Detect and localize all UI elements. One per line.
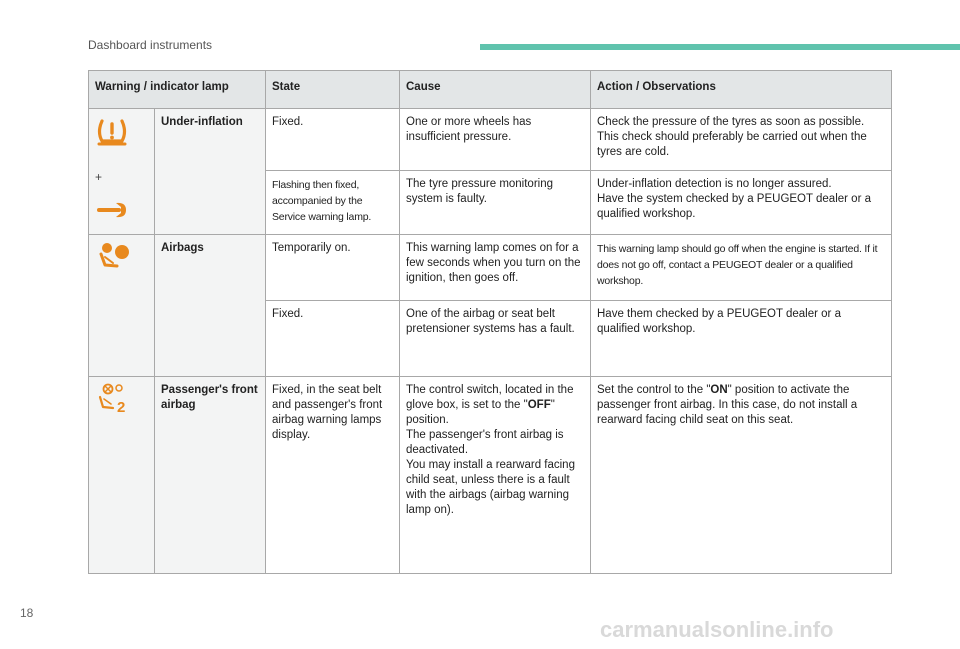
cause-line: [406, 383, 584, 428]
state-cell: Fixed.: [266, 301, 400, 377]
svg-text:2: 2: [117, 399, 126, 415]
table-header-row: [89, 71, 892, 109]
state-cell: Flashing then fixed, accompanied by the Service warning lamp.: [266, 171, 400, 235]
cause-line: You may install a rearward facing child seat, unless there is a fault with the airbags (airbag warning lamp on).: [406, 459, 575, 516]
action-cell: [591, 171, 892, 235]
state-cell: Temporarily on.: [266, 235, 400, 301]
plus-sign: +: [95, 170, 103, 184]
cause-cell: [400, 377, 591, 574]
state-cell: Fixed.: [266, 109, 400, 171]
page-number: 18: [20, 606, 34, 620]
cause-text: The control switch, located in the glove box, is set to the ": [406, 384, 574, 411]
watermark: carmanualsonline.info: [600, 617, 834, 642]
lamp-icon-cell: [89, 377, 155, 574]
table-row: [89, 109, 892, 171]
header-cause: Cause: [400, 71, 591, 109]
lamp-icon-cell: [89, 235, 155, 377]
cause-text: " position.: [406, 399, 555, 426]
warning-lamps-table: [88, 70, 892, 574]
airbag-icon: [95, 262, 131, 274]
cause-cell: One or more wheels has insufficient pressure.: [400, 109, 591, 171]
on-keyword: ON: [710, 384, 728, 396]
off-keyword: OFF: [527, 399, 551, 411]
header-lamp: Warning / indicator lamp: [89, 71, 266, 109]
lamp-name: Under-inflation: [155, 109, 266, 235]
lamp-name: Passenger's front airbag: [155, 377, 266, 574]
action-line: Have the system checked by a PEUGEOT dealer or a qualified workshop.: [597, 193, 871, 220]
action-cell: This warning lamp should go off when the engine is started. If it does not go off, contact a PEUGEOT dealer or a qualified workshop.: [591, 235, 892, 301]
header-state: State: [266, 71, 400, 109]
section-accent-bar: [480, 44, 960, 50]
cause-cell: One of the airbag or seat belt pretensioner systems has a fault.: [400, 301, 591, 377]
action-cell: Have them checked by a PEUGEOT dealer or a qualified workshop.: [591, 301, 892, 377]
action-cell: [591, 377, 892, 574]
lamp-icon-cell: [89, 109, 155, 235]
cause-line: The passenger's front airbag is deactivated.: [406, 429, 564, 456]
header-action: Action / Observations: [591, 71, 892, 109]
section-title: Dashboard instruments: [88, 38, 213, 52]
table-row: [89, 377, 892, 574]
tyre-pressure-warning-icon: [95, 140, 129, 152]
lamp-name: Airbags: [155, 235, 266, 377]
action-text: " position to activate the passenger front airbag. In this case, do not install a rearward facing child seat on this seat.: [597, 384, 858, 426]
table-row: [89, 235, 892, 301]
passenger-airbag-off-icon: [95, 399, 131, 418]
cause-cell: The tyre pressure monitoring system is faulty.: [400, 171, 591, 235]
state-cell: Fixed, in the seat belt and passenger's front airbag warning lamps display.: [266, 377, 400, 574]
action-cell: Check the pressure of the tyres as soon as possible. This check should preferably be carried out when the tyres are cold.: [591, 109, 892, 171]
cause-cell: This warning lamp comes on for a few seconds when you turn on the ignition, then goes off.: [400, 235, 591, 301]
action-line: Under-inflation detection is no longer assured.: [597, 178, 832, 190]
service-wrench-icon: [95, 212, 129, 224]
action-text: Set the control to the ": [597, 384, 711, 396]
